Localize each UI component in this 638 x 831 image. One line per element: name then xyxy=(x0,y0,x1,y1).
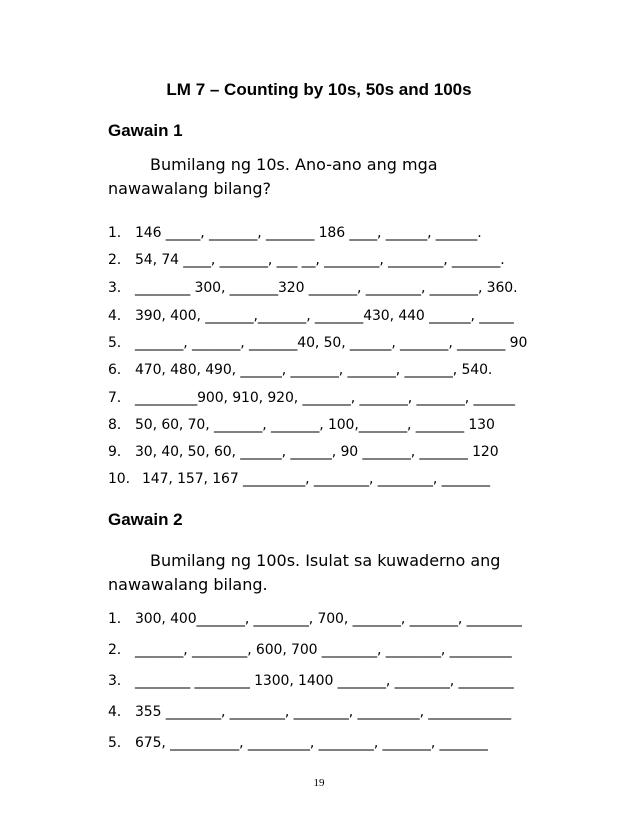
gawain-2-instruction-line-2: nawawalang bilang. xyxy=(108,575,268,594)
gawain-1-item-2: 2. 54, 74 ____, _______, ___ __, ________, ________, _______. xyxy=(108,252,505,268)
gawain-1-item-8: 8. 50, 60, 70, _______, _______, 100,_______, _______ 130 xyxy=(108,417,495,433)
gawain-1-instruction xyxy=(108,153,548,201)
gawain-1-item-4: 4. 390, 400, _______,_______, _______430, 440 ______, _____ xyxy=(108,308,514,324)
page-number: 19 xyxy=(313,777,325,789)
gawain-2-heading: Gawain 2 xyxy=(108,510,183,529)
gawain-1-item-5: 5. _______, _______, _______40, 50, ______, _______, _______ 90 xyxy=(108,335,528,351)
gawain-2-instruction xyxy=(108,549,548,597)
gawain-2-item-5: 5. 675, __________, _________, ________, _______, _______ xyxy=(108,735,488,751)
gawain-1-heading: Gawain 1 xyxy=(108,121,183,140)
gawain-1-item-1: 1. 146 _____, _______, _______ 186 ____, ______, ______. xyxy=(108,225,482,241)
page-title: LM 7 – Counting by 10s, 50s and 100s xyxy=(166,80,472,99)
gawain-1-item-7: 7. _________900, 910, 920, _______, _______, _______, ______ xyxy=(108,390,515,406)
gawain-1-item-6: 6. 470, 480, 490, ______, _______, _______, _______, 540. xyxy=(108,362,493,378)
gawain-1-instruction-line-1: Bumilang ng 10s. Ano-ano ang mga xyxy=(150,155,438,174)
gawain-2-item-4: 4. 355 ________, ________, ________, _________, ____________ xyxy=(108,704,512,720)
gawain-1-item-10: 10. 147, 157, 167 _________, ________, ________, _______ xyxy=(108,471,490,487)
gawain-2-item-2: 2. _______, ________, 600, 700 ________, ________, _________ xyxy=(108,642,512,658)
gawain-2-item-3: 3. ________ ________ 1300, 1400 _______, ________, ________ xyxy=(108,673,514,689)
gawain-1-item-9: 9. 30, 40, 50, 60, ______, ______, 90 _______, _______ 120 xyxy=(108,444,499,460)
gawain-2-item-1: 1. 300, 400_______, ________, 700, _______, _______, ________ xyxy=(108,611,522,627)
gawain-1-item-3: 3. ________ 300, _______320 _______, ________, _______, 360. xyxy=(108,280,518,296)
gawain-2-instruction-line-1: Bumilang ng 100s. Isulat sa kuwaderno ang xyxy=(150,551,501,570)
gawain-1-instruction-line-2: nawawalang bilang? xyxy=(108,179,271,198)
